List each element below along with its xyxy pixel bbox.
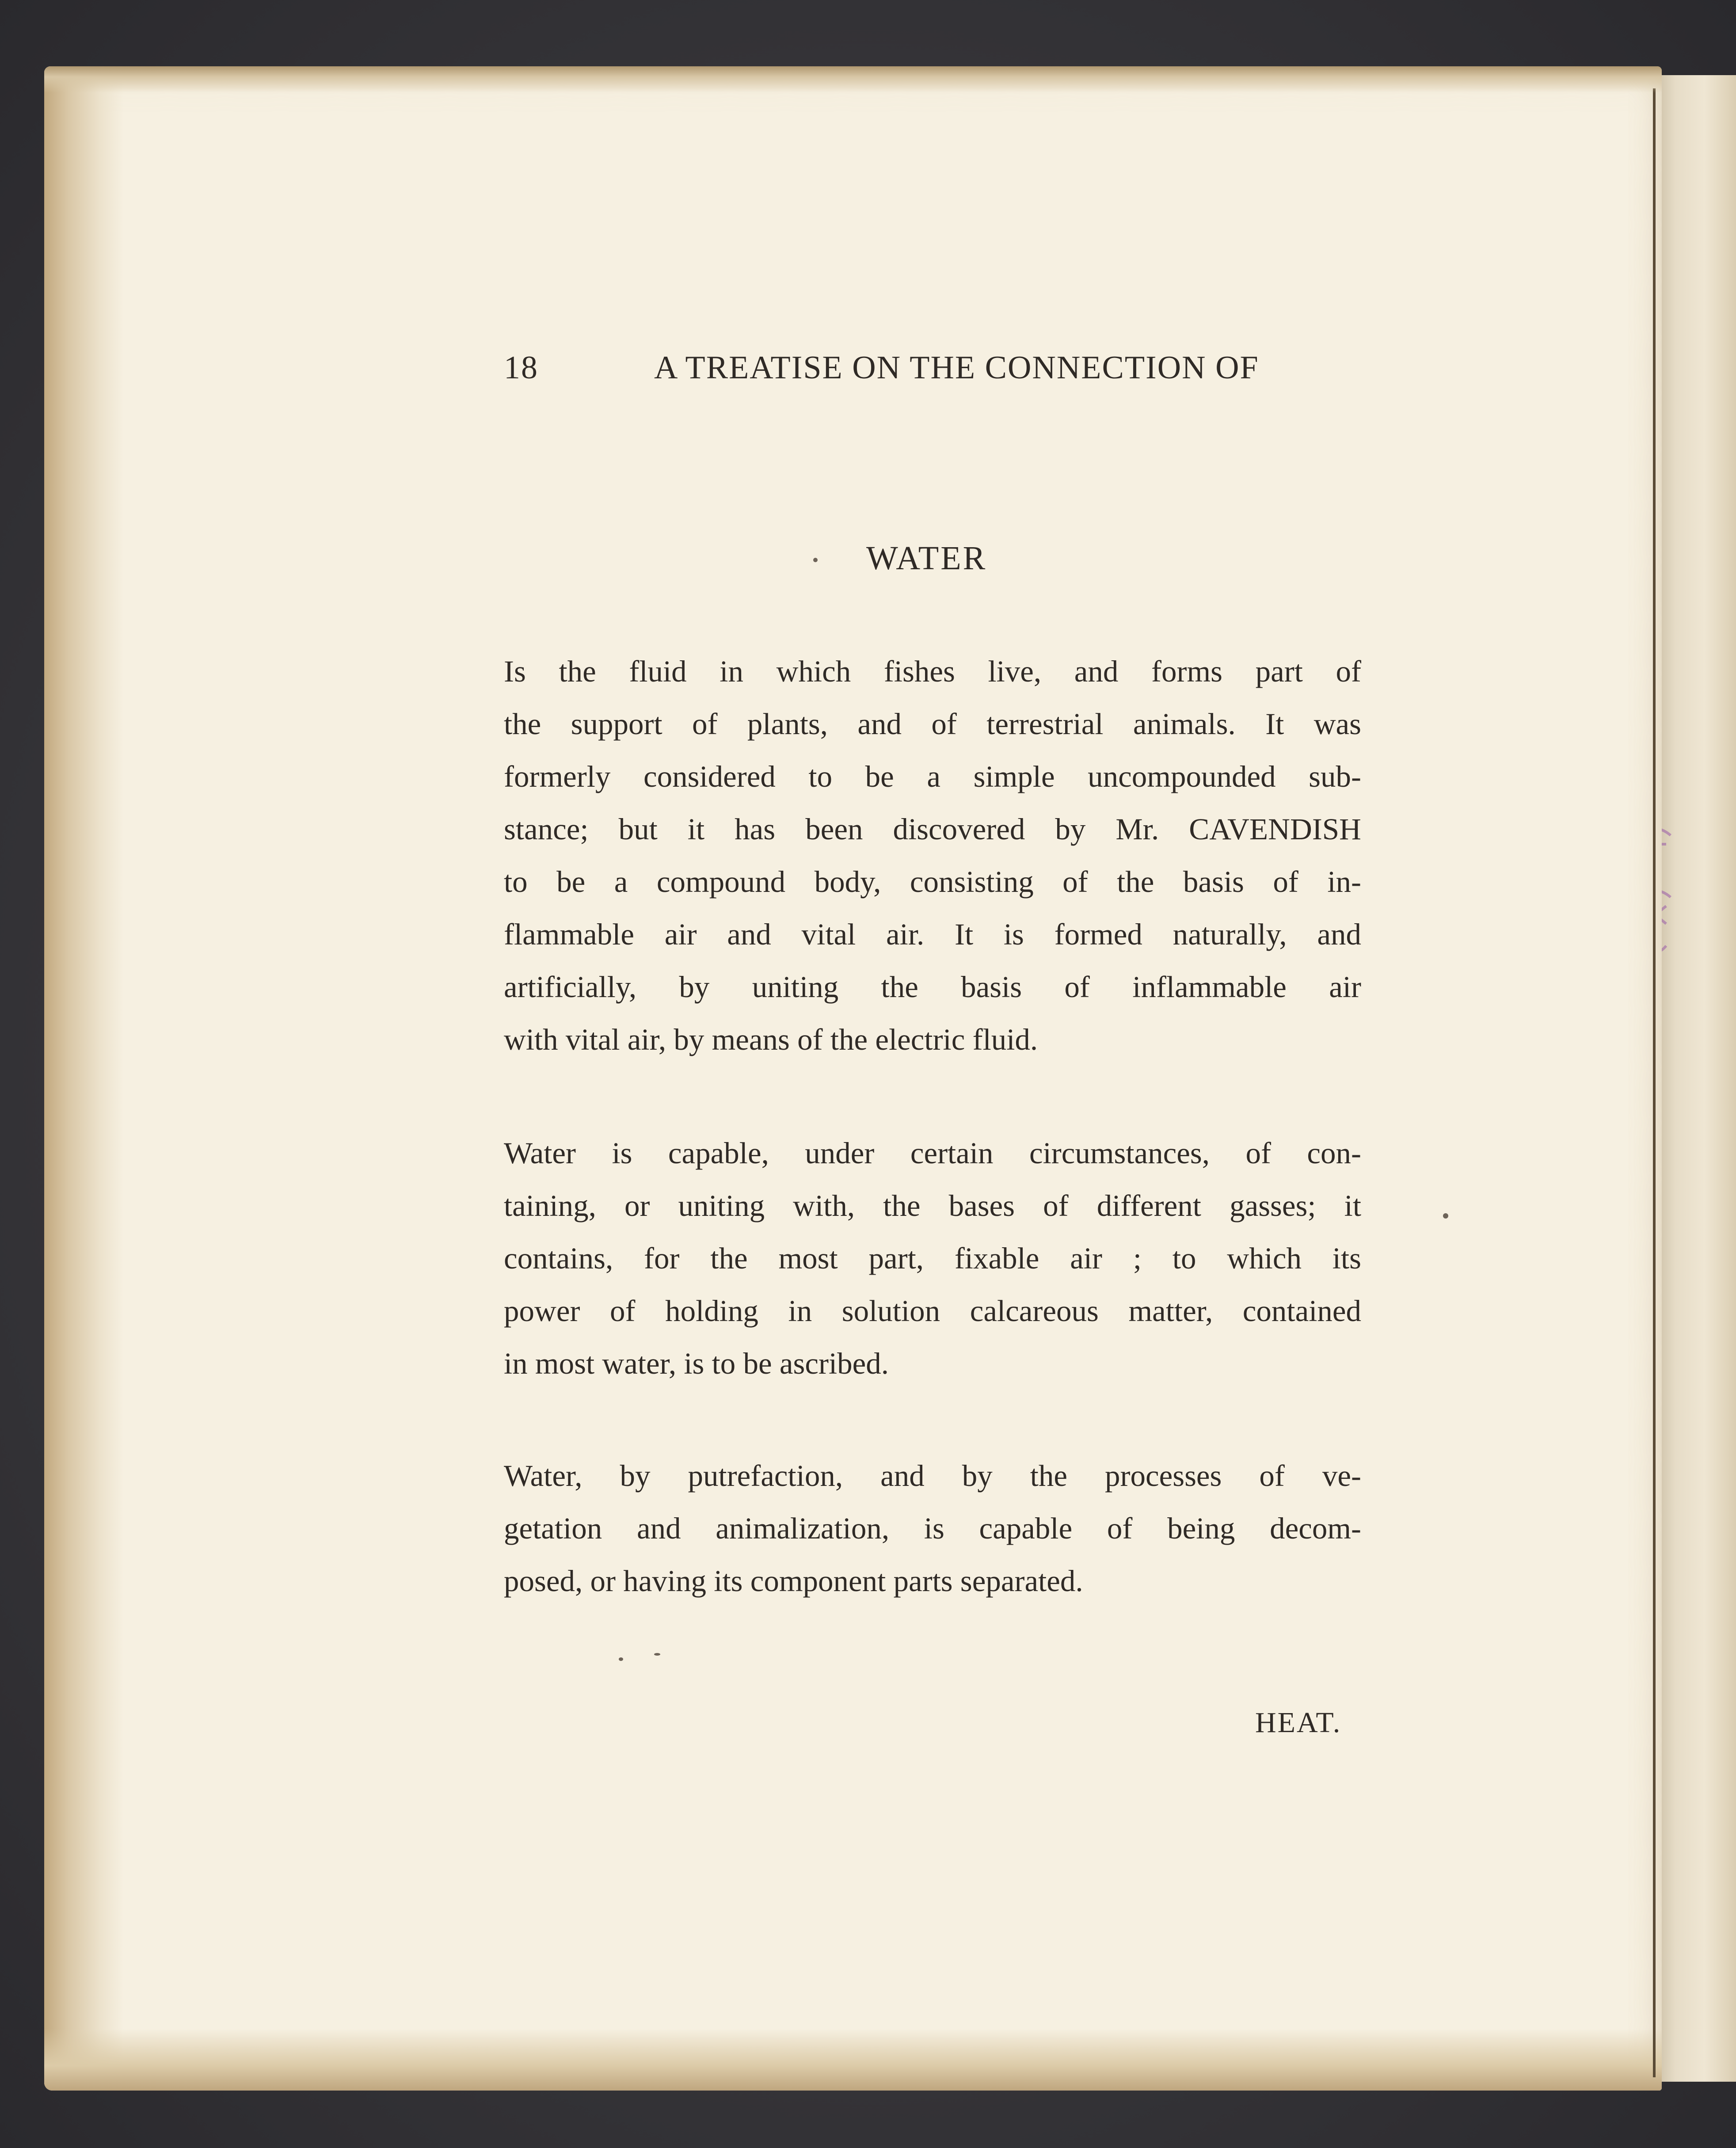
ink-speck [1443, 1213, 1448, 1219]
text-line: stance; but it has been discovered by Mr. CAVENDISH [504, 812, 1361, 846]
page-number: 18 [504, 350, 538, 386]
text-line: to be a compound body, consisting of the basis of in- [504, 865, 1361, 899]
section-title: WATER [866, 540, 987, 577]
page-gutter [1653, 88, 1656, 2077]
text-line: posed, or having its component parts separated. [504, 1564, 1083, 1598]
paragraph-2 [504, 1127, 1361, 1390]
text-line: with vital air, by means of the electric fluid. [504, 1023, 1038, 1056]
text-line: in most water, is to be ascribed. [504, 1347, 889, 1380]
text-line: artificially, by uniting the basis of inflammable air [504, 970, 1361, 1004]
paragraph-3 [504, 1450, 1361, 1607]
text-line: Is the fluid in which fishes live, and forms part of [504, 655, 1361, 688]
running-title: A TREATISE ON THE CONNECTION OF [654, 350, 1259, 386]
text-line: Water is capable, under certain circumstances, of con- [504, 1136, 1361, 1170]
running-header [504, 349, 1291, 402]
text-line: getation and animalization, is capable of being decom- [504, 1512, 1361, 1545]
ink-speck [619, 1657, 623, 1661]
text-line: contains, for the most part, fixable air ; to which its [504, 1242, 1361, 1275]
text-line: formerly considered to be a simple uncompounded sub- [504, 760, 1361, 793]
text-line: flammable air and vital air. It is formed naturally, and [504, 918, 1361, 951]
text-line: power of holding in solution calcareous matter, contained [504, 1294, 1361, 1328]
page-top-edge [44, 66, 1662, 93]
text-line: Water, by putrefaction, and by the processes of ve- [504, 1459, 1361, 1493]
paragraph-1 [504, 645, 1361, 1066]
text-line: the support of plants, and of terrestrial animals. It was [504, 707, 1361, 741]
catchword: HEAT. [1255, 1706, 1342, 1739]
next-page-edge [1653, 75, 1736, 2082]
text-line: taining, or uniting with, the bases of different gasses; it [504, 1189, 1361, 1223]
ink-speck [813, 558, 818, 562]
ink-speck [654, 1653, 660, 1656]
